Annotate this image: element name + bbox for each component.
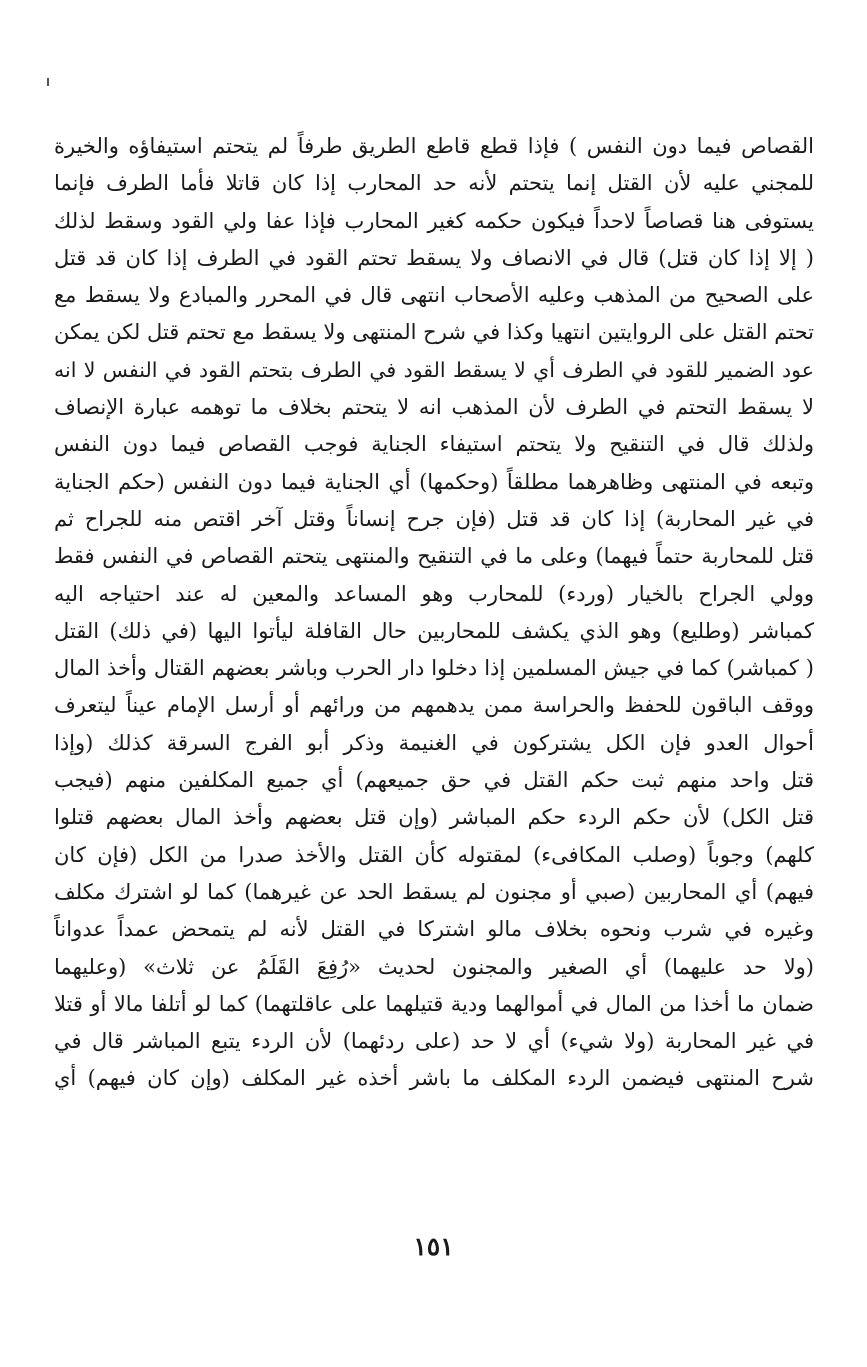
text-line: قتل الكل) لأن حكم الردء حكم المباشر (وإن قتل بعضهم وأخذ المال بعضهم قتلوا xyxy=(54,805,814,830)
text-line: يستوفى هنا قصاصاً لاحداً فيكون حكمه كغير المحارب فإذا عفا ولي القود وسقط لذلك xyxy=(54,208,814,233)
text-line: للمجني عليه لأن القتل إنما يتحتم لأنه حد المحارب إذا كان قاتلا فأما الطرف فإنما xyxy=(54,171,814,196)
text-line: قتل واحد منهم ثبت حكم القتل في حق جميعهم) أي جميع المكلفين منهم (فيجب xyxy=(54,768,814,793)
text-line: ( كمباشر) كما في جيش المسلمين إذا دخلوا دار الحرب وباشر بعضهم القتال وأخذ المال xyxy=(54,656,814,681)
text-line: عود الضمير للقود في الطرف أي لا يسقط القود في الطرف بتحتم القود في النفس لا انه xyxy=(54,357,814,382)
text-line: كمباشر (وطليع) وهو الذي يكشف للمحاربين حال القافلة ليأتوا اليها (في ذلك) القتل xyxy=(54,618,814,643)
text-line: في غير المحاربة) إذا كان قد قتل (فإن جرح إنساناً وقتل آخر اقتص منه للجراح ثم xyxy=(54,506,814,531)
text-line: وغيره في شرب ونحوه بخلاف مالو اشتركا في القتل لأنه لم يتمحض عمداً عدواناً xyxy=(54,917,814,942)
text-line: (ولا حد عليهما) أي الصغير والمجنون لحديث «رُفِعَ القَلَمُ عن ثلاث» (وعليهما xyxy=(54,954,814,979)
text-line: شرح المنتهى فيضمن الردء المكلف ما باشر أخذه غير المكلف (وإن كان فيهم) أي xyxy=(54,1066,814,1091)
text-line: ضمان ما أخذا من المال في أموالهما ودية قتيلهما على عاقلتهما) كما لو أتلفا مالا أو قتلا xyxy=(54,991,814,1016)
text-line: قتل للمحاربة حتماً فيهما) وعلى ما في التنقيح والمنتهى يتحتم القصاص في النفس فقط xyxy=(54,544,814,569)
text-line: كلهم) وجوباً (وصلب المكافىء) لمقتوله كأن القتل والأخذ صدرا من الكل (فإن كان xyxy=(54,842,814,867)
body-text xyxy=(54,128,814,1098)
text-line: على الصحيح من المذهب وعليه الأصحاب انتهى قال في المحرر والمبادع ولا يسقط مع xyxy=(54,283,814,308)
text-line: وتبعه في المنتهى وظاهرهما مطلقاً (وحكمها) أي الجناية فيما دون النفس (حكم الجناية xyxy=(54,469,814,494)
text-line: لا يسقط التحتم في الطرف لأن المذهب انه لا يتحتم بخلاف ما توهمه عبارة الإنصاف xyxy=(54,395,814,420)
text-line: وولي الجراح بالخيار (وردء) للمحارب وهو المساعد والمعين له عند احتياجه اليه xyxy=(54,581,814,606)
text-line: ولذلك قال في التنقيح ولا يتحتم استيفاء الجناية فوجب القصاص فيما دون النفس xyxy=(54,432,814,457)
text-line: أحوال العدو فإن الكل يشتركون في الغنيمة وذكر أبو الفرج السرقة كذلك (وإذا xyxy=(54,730,814,755)
text-line: ووقف الباقون للحفظ والحراسة ممن يدهمهم من ورائهم أو أرسل الإمام عيناً ليتعرف xyxy=(54,693,814,718)
margin-mark xyxy=(47,78,49,86)
text-line: في غير المحاربة (ولا شيء) أي لا حد (على ردئهما) لأن الردء يتبع المباشر قال في xyxy=(54,1029,814,1054)
text-line: فيهم) أي المحاربين (صبي أو مجنون لم يسقط الحد عن غيرهما) كما لو اشترك مكلف xyxy=(54,879,814,904)
text-line: القصاص فيما دون النفس ) فإذا قطع قاطع الطريق طرفاً لم يتحتم استيفاؤه والخيرة xyxy=(54,134,814,158)
text-line: ( إلا إذا كان قتل) قال في الانصاف ولا يسقط تحتم القود في الطرف إذا كان قد قتل xyxy=(54,245,814,270)
text-line: تحتم القتل على الروايتين انتهيا وكذا في شرح المنتهى ولا يسقط مع تحتم قتل لكن يمكن xyxy=(54,320,814,345)
page-number: ١٥١ xyxy=(413,1232,454,1261)
